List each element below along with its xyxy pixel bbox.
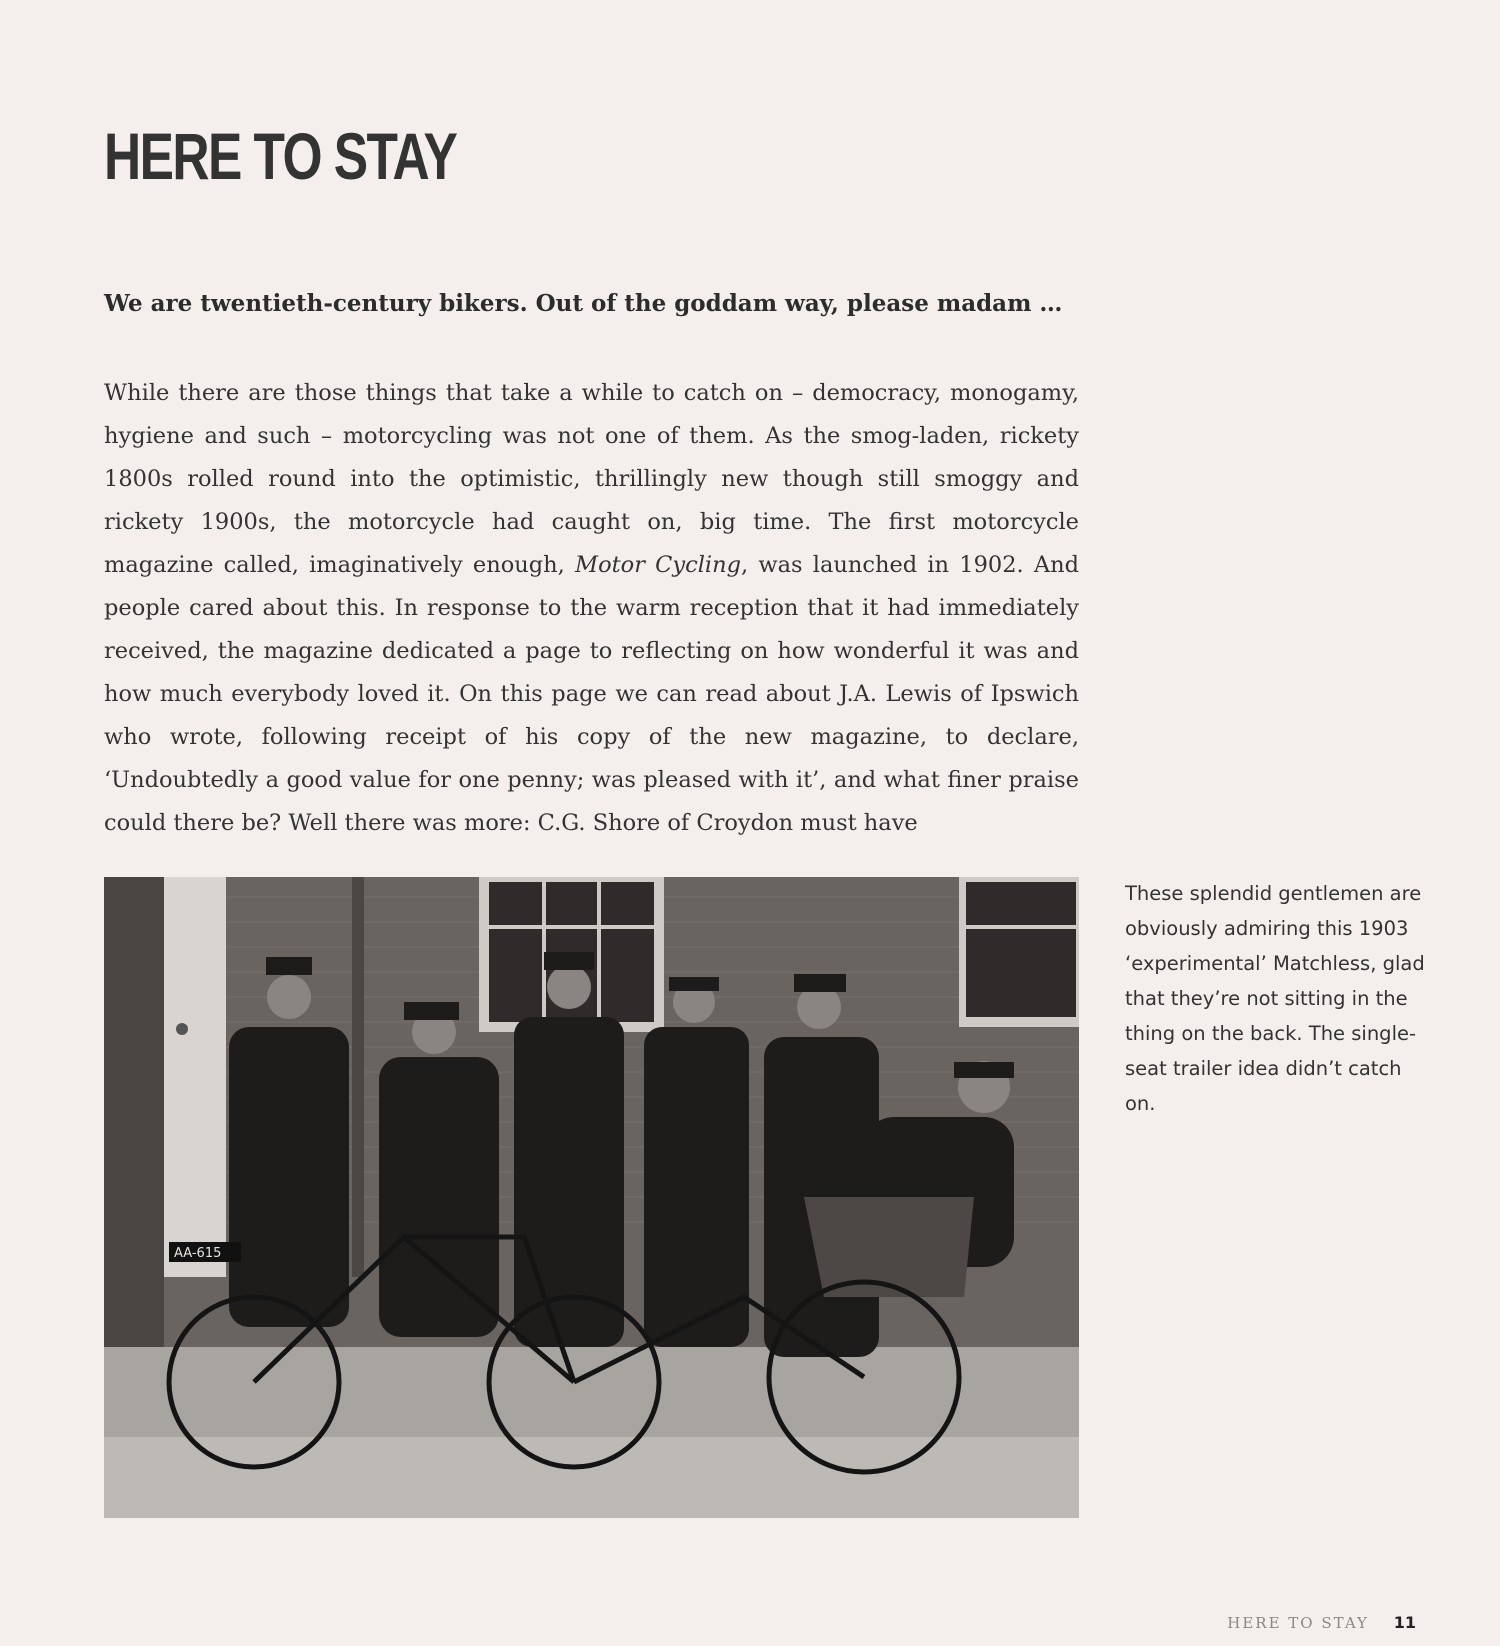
body-paragraph (104, 372, 1079, 845)
photo-illustration (104, 877, 1079, 1518)
historic-photograph (104, 877, 1079, 1518)
magazine-title: Motor Cycling (575, 552, 741, 578)
running-head: HERE TO STAY (1227, 1614, 1369, 1632)
body-text-part-1: While there are those things that take a while to catch on – democracy, monogamy, hygiene and such – motorcycling was not one of them. As the smog-laden, rickety 1800s rolled round into the optimistic, thrillingly new though still smoggy and rickety 1900s, the motorcycle had caught on, big time. The first motorcycle magazine called, imaginatively enough, (104, 380, 1079, 578)
page-number: 11 (1393, 1613, 1416, 1632)
chapter-title: HERE TO STAY (104, 119, 457, 193)
page-footer (1227, 1613, 1416, 1632)
number-plate: AA-615 (174, 1246, 222, 1261)
photo-caption: These splendid gentlemen are obviously admiring this 1903 ‘experimental’ Matchless, glad that they’re not sitting in the thing on the back. The single-seat trailer idea didn’t catch on. (1125, 882, 1425, 1115)
lede-sentence: We are twentieth-century bikers. Out of the goddam way, please madam … (104, 290, 1063, 317)
body-text-part-2: , was launched in 1902. And people cared about this. In response to the warm reception that it had immediately received, the magazine dedicated a page to reflecting on how wonderful it was and how much everybody loved it. On this page we can read about J.A. Lewis of Ipswich who wrote, following receipt of his copy of the new magazine, to declare, ‘Undoubtedly a good value for one penny; was pleased with it’, and what finer praise could there be? Well there was more: C.G. Shore of Croydon must have (104, 552, 1080, 836)
